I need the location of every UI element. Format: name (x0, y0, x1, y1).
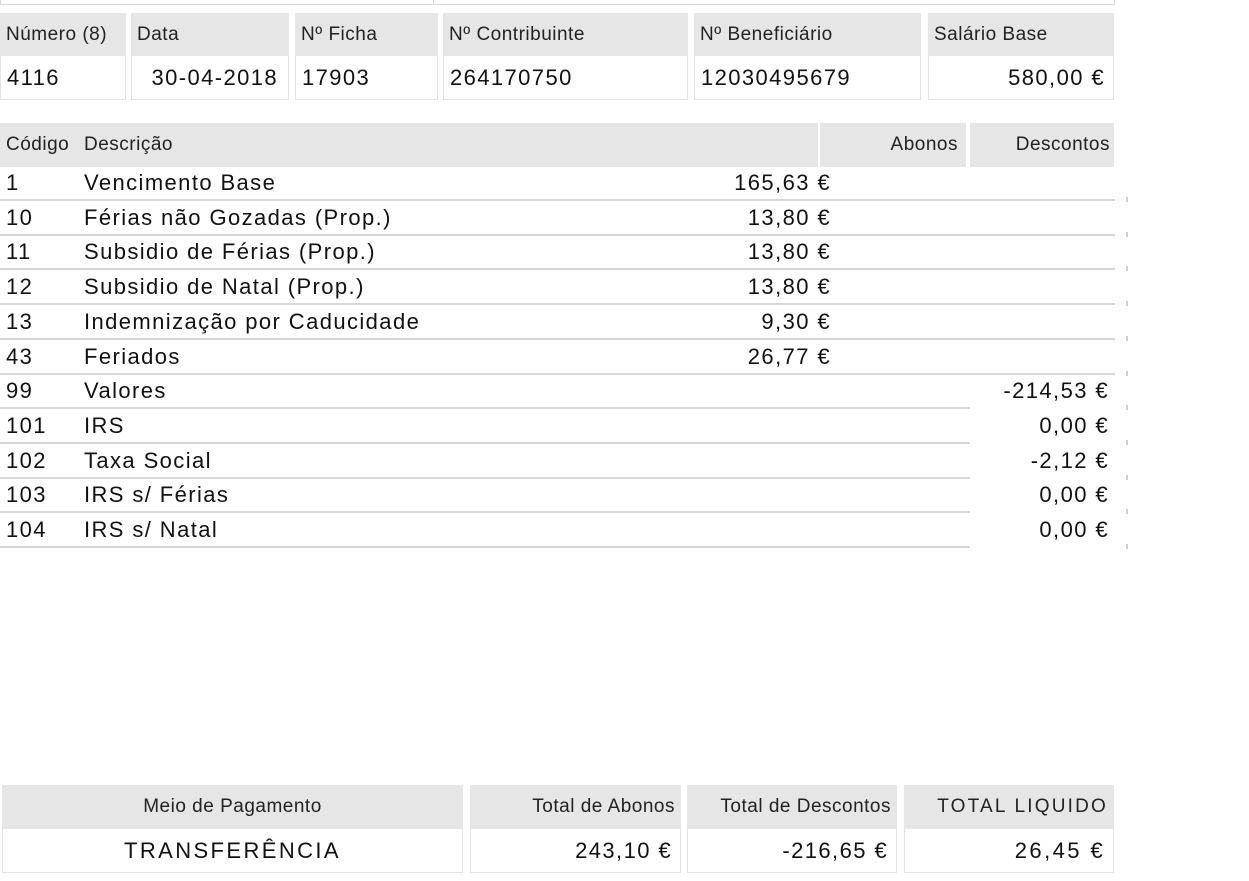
row-divider (0, 546, 970, 548)
table-row (0, 236, 1115, 270)
margin-tick (1126, 405, 1128, 410)
row-divider (0, 511, 970, 513)
item-description: Vencimento Base (84, 170, 277, 195)
header-label-ficha: Nº Ficha (295, 13, 438, 56)
item-code: 1 (6, 170, 20, 195)
margin-tick (1126, 266, 1128, 271)
item-code: 103 (6, 482, 47, 507)
totals-value-total-abonos: 243,10 € (470, 829, 681, 873)
margin-tick (1126, 475, 1128, 480)
margin-tick (1126, 197, 1128, 202)
header-label-data: Data (131, 13, 289, 56)
item-code: 13 (6, 309, 34, 334)
item-abono: 13,80 € (747, 274, 831, 299)
item-code: 99 (6, 378, 34, 403)
margin-tick (1126, 440, 1128, 445)
table-row (0, 410, 1115, 444)
item-description: Subsidio de Férias (Prop.) (84, 239, 376, 264)
item-code: 104 (6, 517, 47, 542)
table-row (0, 306, 1115, 340)
row-divider-descontos (970, 338, 1115, 340)
top-section-edge-right (433, 0, 1115, 5)
margin-tick (1126, 301, 1128, 306)
row-divider-descontos (970, 303, 1115, 305)
header-value-beneficiario: 12030495679 (694, 56, 921, 100)
item-description: Subsidio de Natal (Prop.) (84, 274, 365, 299)
item-description: IRS (84, 413, 125, 438)
margin-tick (1126, 232, 1128, 237)
item-description: Feriados (84, 344, 181, 369)
item-abono: 26,77 € (747, 344, 831, 369)
item-abono: 13,80 € (747, 239, 831, 264)
items-header-descricao: Descrição (84, 134, 173, 155)
totals-value-total-descontos: -216,65 € (687, 829, 897, 873)
header-value-numero: 4116 (0, 56, 126, 100)
header-label-contribuinte: Nº Contribuinte (443, 13, 688, 56)
item-code: 11 (6, 239, 32, 264)
item-desconto: 0,00 € (1039, 482, 1109, 507)
row-divider (0, 442, 970, 444)
table-row (0, 479, 1115, 513)
header-value-ficha: 17903 (295, 56, 438, 100)
row-divider-descontos (970, 407, 1115, 409)
table-row (0, 271, 1115, 305)
totals-label-meio-pagamento: Meio de Pagamento (2, 785, 463, 829)
table-row (0, 375, 1115, 409)
table-row (0, 341, 1115, 375)
item-abono: 13,80 € (747, 205, 831, 230)
row-divider (0, 199, 970, 201)
item-description: IRS s/ Férias (84, 482, 230, 507)
header-value-salario-base: 580,00 € (928, 56, 1114, 100)
margin-tick (1126, 371, 1128, 376)
items-header-descontos: Descontos (970, 123, 1114, 167)
row-divider-descontos (970, 199, 1115, 201)
totals-value-total-liquido: 26,45 € (904, 829, 1114, 873)
row-divider (0, 407, 970, 409)
item-desconto: 0,00 € (1039, 413, 1109, 438)
totals-value-meio-pagamento: TRANSFERÊNCIA (2, 829, 463, 873)
margin-tick (1126, 509, 1128, 514)
item-description: Férias não Gozadas (Prop.) (84, 205, 392, 230)
item-desconto: -214,53 € (1003, 378, 1109, 403)
item-abono: 9,30 € (761, 309, 831, 334)
totals-label-total-descontos: Total de Descontos (687, 785, 897, 829)
items-header-codigo: Código (0, 123, 818, 167)
row-divider-descontos (970, 268, 1115, 270)
item-code: 10 (6, 205, 34, 230)
item-code: 101 (6, 413, 47, 438)
row-divider (0, 268, 970, 270)
row-divider (0, 303, 970, 305)
header-label-numero: Número (8) (0, 13, 126, 56)
table-row (0, 202, 1115, 236)
item-description: Valores (84, 378, 167, 403)
totals-label-total-abonos: Total de Abonos (470, 785, 681, 829)
item-code: 43 (6, 344, 34, 369)
header-label-salario-base: Salário Base (928, 13, 1114, 56)
row-divider (0, 338, 970, 340)
row-divider-descontos (970, 511, 1115, 513)
top-section-edge-left (0, 0, 434, 5)
header-value-contribuinte: 264170750 (443, 56, 688, 100)
item-description: IRS s/ Natal (84, 517, 219, 542)
item-desconto: -2,12 € (1030, 448, 1109, 473)
item-description: Taxa Social (84, 448, 212, 473)
table-row (0, 514, 1115, 548)
item-abono: 165,63 € (734, 170, 831, 195)
item-code: 12 (6, 274, 34, 299)
header-label-beneficiario: Nº Beneficiário (694, 13, 921, 56)
item-description: Indemnização por Caducidade (84, 309, 421, 334)
header-value-data: 30-04-2018 (131, 56, 289, 100)
item-code: 102 (6, 448, 47, 473)
table-row (0, 167, 1115, 201)
row-divider-descontos (970, 546, 1115, 548)
items-header-abonos: Abonos (820, 123, 966, 167)
totals-label-total-liquido: TOTAL LIQUIDO (904, 785, 1114, 829)
margin-tick (1126, 544, 1128, 549)
margin-tick (1126, 336, 1128, 341)
table-row (0, 445, 1115, 479)
item-desconto: 0,00 € (1039, 517, 1109, 542)
row-divider-descontos (970, 442, 1115, 444)
